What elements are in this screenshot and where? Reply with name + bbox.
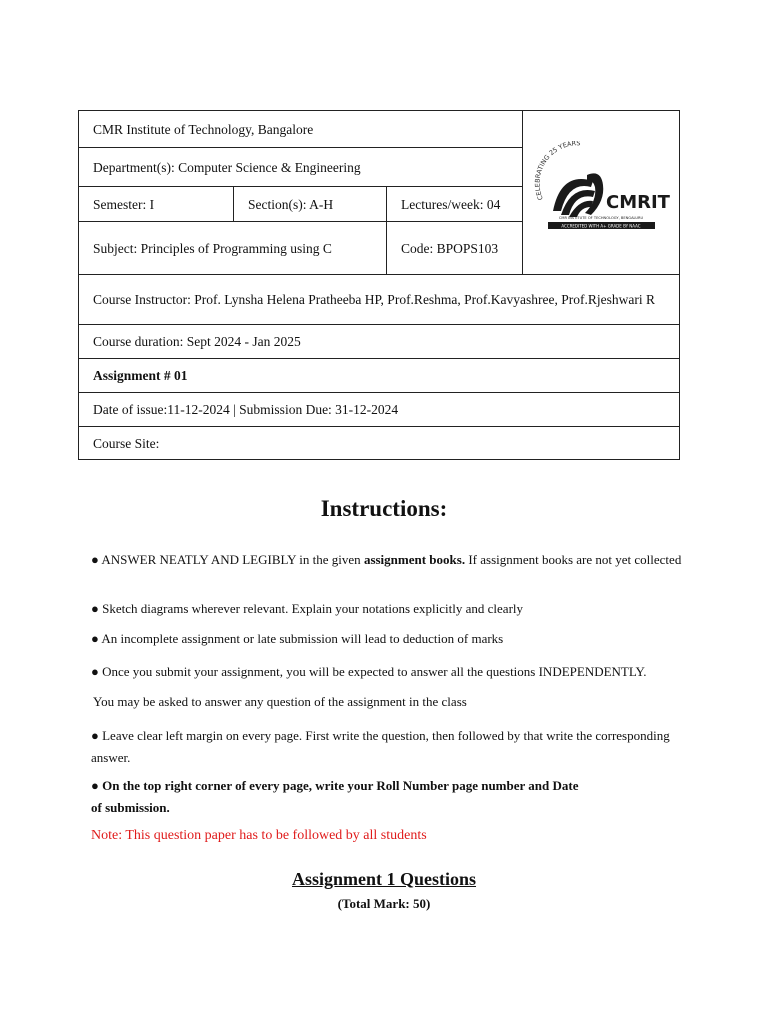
instruction-2: ● Sketch diagrams wherever relevant. Explain your notations explicitly and clearly: [91, 601, 524, 616]
questions-title: Assignment 1 Questions: [291, 869, 477, 889]
instruction-1: [91, 549, 691, 571]
lectures-per-week: Lectures/week: 04: [387, 187, 523, 222]
instruction-1-text-b: If assignment books are not yet collected: [465, 552, 682, 567]
instruction-1-text-a: ● ANSWER NEATLY AND LEGIBLY in the given: [91, 552, 364, 567]
note-text: Note: This question paper has to be followed by all students: [91, 828, 427, 843]
cmrit-logo-graphic: [531, 141, 671, 241]
svg-text:CELEBRATING 25 YEARS: [534, 141, 581, 201]
instruction-1-bold: assignment books.: [363, 552, 466, 567]
assignment-number: Assignment # 01: [79, 359, 680, 393]
instruction-4: ● Once you submit your assignment, you will be expected to answer all the questions INDEPENDENTLY.: [91, 664, 647, 679]
instruction-5: ● Leave clear left margin on every page. First write the question, then followed by that write the corresponding answer.: [91, 728, 670, 765]
cmrit-logo: [523, 111, 680, 275]
total-marks: (Total Mark: 50): [337, 896, 431, 911]
logo-arc-text: CELEBRATING 25 YEARS: [533, 140, 581, 201]
instruction-6: ● On the top right corner of every page, write your Roll Number page number and Date of submission.: [91, 778, 579, 815]
course-instructor: Course Instructor: Prof. Lynsha Helena Pratheeba HP, Prof.Reshma, Prof.Kavyashree, Prof.Rjeshwari R: [79, 275, 680, 325]
course-header-table: [78, 110, 680, 460]
department: Department(s): Computer Science & Engineering: [79, 148, 523, 187]
instruction-3: ● An incomplete assignment or late submission will lead to deduction of marks: [91, 631, 504, 646]
issue-and-due-dates: Date of issue:11-12-2024 | Submission Due: 31-12-2024: [79, 393, 680, 427]
logo-accreditation: ACCREDITED WITH A+ GRADE BY NAAC: [561, 222, 641, 228]
logo-subtext: CMR INSTITUTE OF TECHNOLOGY, BENGALURU: [558, 215, 644, 220]
course-duration: Course duration: Sept 2024 - Jan 2025: [79, 325, 680, 359]
course-code: Code: BPOPS103: [387, 222, 523, 275]
institute-name: CMR Institute of Technology, Bangalore: [79, 111, 523, 148]
course-site: Course Site:: [79, 427, 680, 460]
sections: Section(s): A-H: [234, 187, 387, 222]
logo-brand: CMRIT: [606, 191, 670, 213]
instruction-4-continued: You may be asked to answer any question of the assignment in the class: [93, 694, 467, 709]
subject: Subject: Principles of Programming using C: [79, 222, 387, 275]
semester: Semester: I: [79, 187, 234, 222]
instructions-title: Instructions:: [320, 496, 448, 521]
